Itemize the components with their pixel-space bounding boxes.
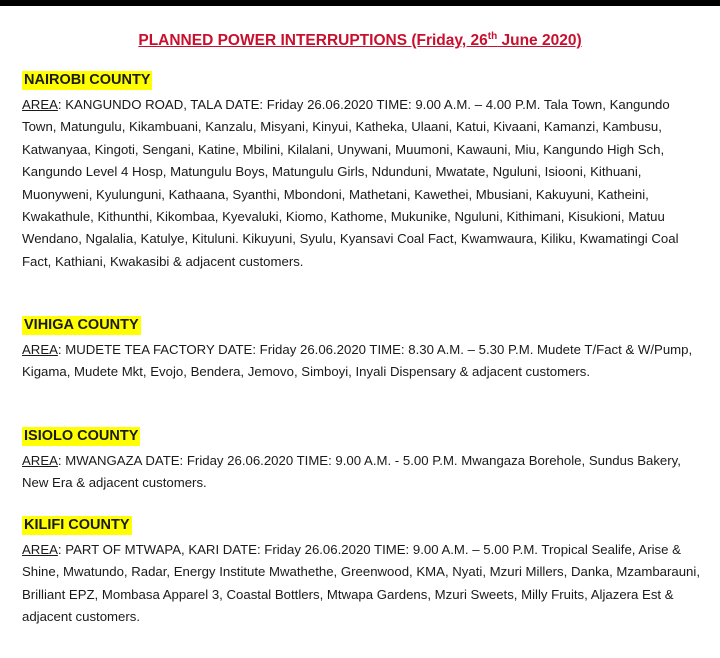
title-suffix: June 2020) [497,32,582,49]
section-body [22,94,706,273]
county-heading: ISIOLO COUNTY [24,428,139,444]
area-details: : MUDETE TEA FACTORY DATE: Friday 26.06.2020 TIME: 8.30 A.M. – 5.30 P.M. Mudete T/Fact & W/Pump, Kigama, Mudete Mkt, Evojo, Bendera, Jemovo, Simboyi, Inyali Dispensary & adjacent customers. [22,342,693,380]
section-isiolo [22,427,706,495]
section-kilifi [22,516,706,629]
section-vihiga [22,316,706,384]
title-superscript: th [487,30,498,42]
area-details: : KANGUNDO ROAD, TALA DATE: Friday 26.06.2020 TIME: 9.00 A.M. – 4.00 P.M. Tala Town, Kangundo Town, Matungulu, Kikambuani, Kanzalu, Misyani, Kinyui, Katheka, Ulaani, Katui, Kivaani, Kamanzi, Kambusu, Katwanyaa, Kingoti, Sengani, Katine, Mbilini, Kilalani, Unywani, Muumoni, Kawauni, Miu, Kangundo High Sch, Kangundo Level 4 Hosp, Matungulu Boys, Matungulu Girls, Ndunduni, Mwatate, Nguluni, Isiooni, Kithuani, Muonyweni, Kyulunguni, Kathaana, Syanthi, Mbondoni, Mathetani, Kawethei, Mbusiani, Kakuyuni, Katheini, Kwakathule, Kithunthi, Kikombaa, Kyevaluki, Kiomo, Kathome, Mukunike, Nguluni, Kithimani, Kisukioni, Matuu Wendano, Ngalalia, Katulye, Kituluni. Kikuyuni, Syulu, Kyansavi Coal Fact, Kwamwaura, Kiliku, Kwamatingi Coal Fact, Kathiani, Kwakasibi & adjacent customers. [22,97,679,269]
section-body [22,339,706,384]
area-label: AREA [22,342,58,357]
top-border-bar [0,0,720,6]
area-details: : PART OF MTWAPA, KARI DATE: Friday 26.06.2020 TIME: 9.00 A.M. – 5.00 P.M. Tropical Sealife, Arise & Shine, Mwatundo, Radar, Energy Institute Mwathethe, Greenwood, KMA, Nyati, Mzuri Millers, Danka, Mzambarauni, Brilliant EPZ, Mombasa Apparel 3, Coastal Bottlers, Mtwapa Gardens, Mzuri Sweets, Milly Fruits, Aljazera Est & adjacent customers. [22,542,700,625]
area-label: AREA [22,542,58,557]
area-details: : MWANGAZA DATE: Friday 26.06.2020 TIME: 9.00 A.M. - 5.00 P.M. Mwangaza Borehole, Sundus Bakery, New Era & adjacent customers. [22,453,681,491]
section-nairobi [22,71,706,273]
area-label: AREA [22,453,58,468]
county-heading: VIHIGA COUNTY [24,317,139,333]
county-heading: NAIROBI COUNTY [24,72,151,88]
county-heading: KILIFI COUNTY [24,517,130,533]
page-title [0,32,720,50]
area-label: AREA [22,97,58,112]
title-prefix: PLANNED POWER INTERRUPTIONS (Friday, 26 [138,32,488,49]
section-body [22,450,706,495]
section-body [22,539,706,629]
